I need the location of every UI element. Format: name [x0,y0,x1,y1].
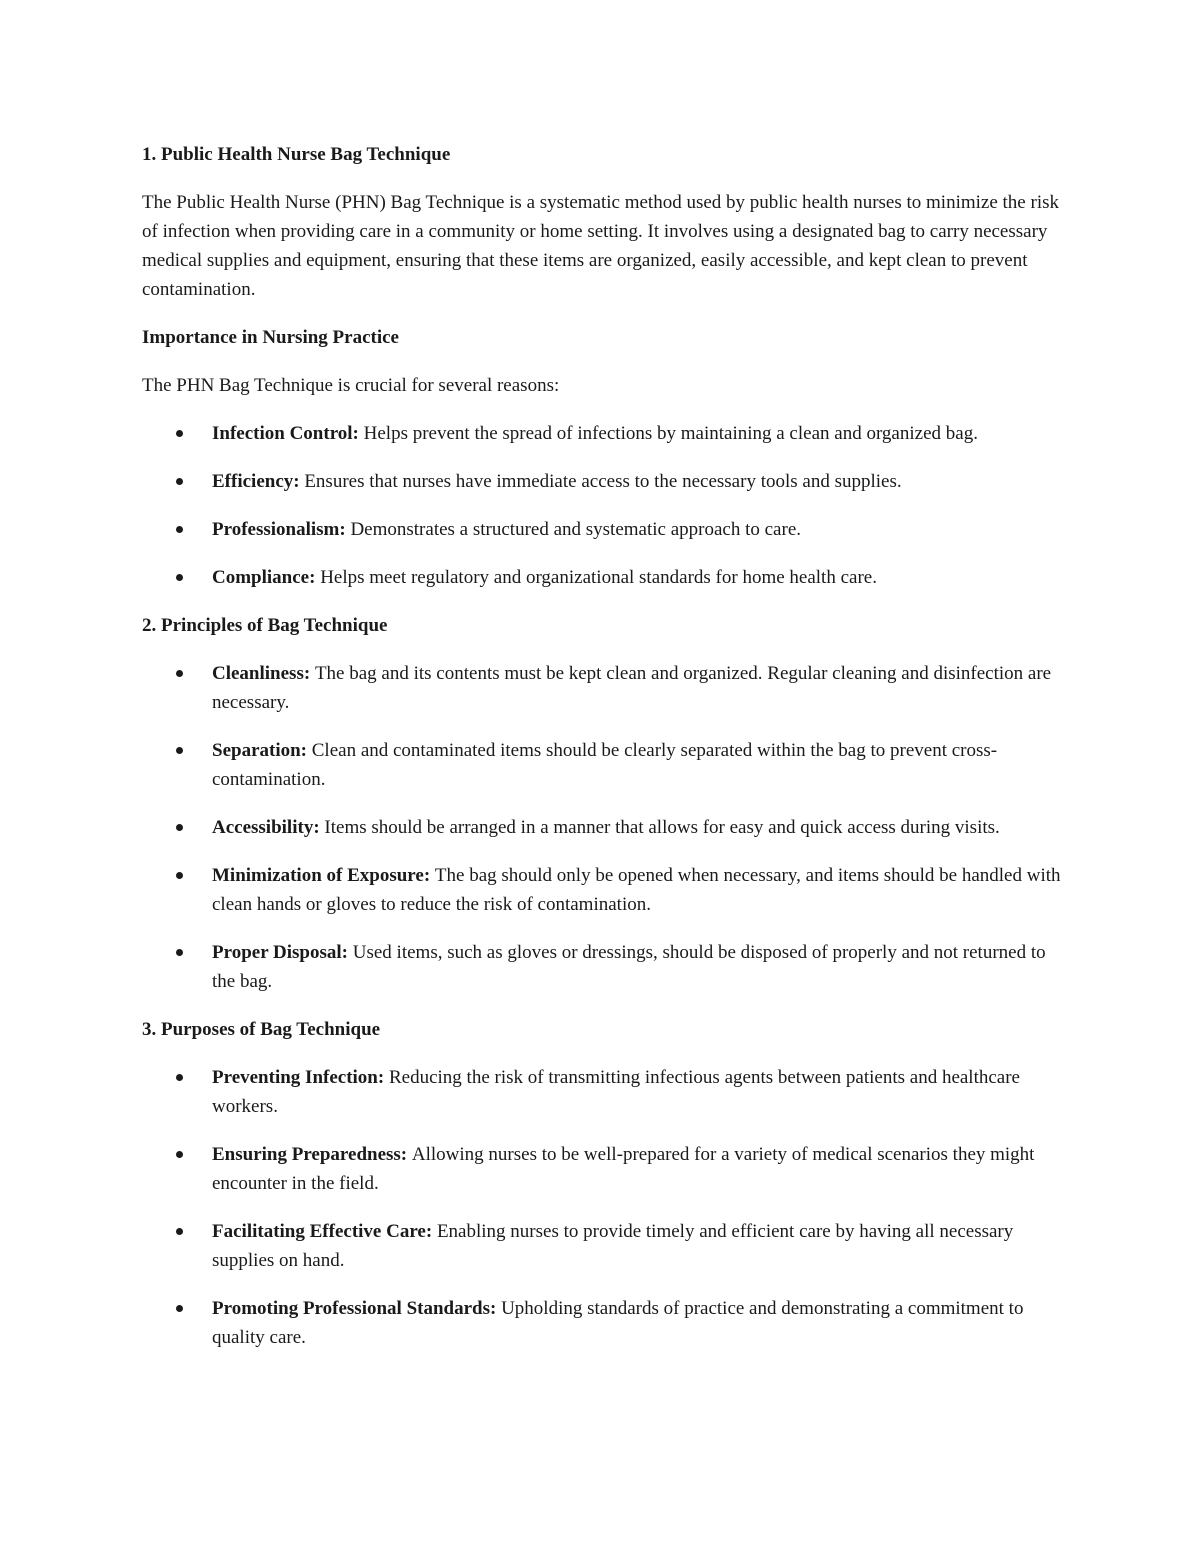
bullet-icon [176,526,183,533]
item-term: Efficiency: [212,471,305,492]
list-item [142,736,1062,794]
list-item [142,419,1062,448]
list-item [142,813,1062,842]
bullet-icon [176,747,183,754]
item-text: The bag should only be opened when necessary, and items should be handled with clean hands or gloves to reduce the risk of contamination. [212,865,1061,915]
bullet-icon [176,1305,183,1312]
item-text: Items should be arranged in a manner that allows for easy and quick access during visits. [324,817,1000,838]
item-text: Demonstrates a structured and systematic approach to care. [350,519,801,540]
item-term: Ensuring Preparedness: [212,1144,412,1165]
item-text: Clean and contaminated items should be clearly separated within the bag to prevent cross-contamination. [212,740,998,790]
bullet-icon [176,478,183,485]
bullet-icon [176,670,183,677]
item-term: Proper Disposal: [212,942,353,963]
list-item [142,1217,1062,1275]
bullet-icon [176,872,183,879]
principles-list [142,659,1062,996]
importance-list [142,419,1062,592]
item-text: Used items, such as gloves or dressings, should be disposed of properly and not returned to the bag. [212,942,1046,992]
item-term: Compliance: [212,567,321,588]
importance-subheading: Importance in Nursing Practice [142,327,399,348]
item-text: Upholding standards of practice and demonstrating a commitment to quality care. [212,1298,1024,1348]
item-term: Cleanliness: [212,663,315,684]
item-term: Facilitating Effective Care: [212,1221,437,1242]
section-2-heading: 2. Principles of Bag Technique [142,615,388,636]
item-text: Ensures that nurses have immediate access to the necessary tools and supplies. [304,471,902,492]
item-text: Allowing nurses to be well-prepared for a variety of medical scenarios they might encounter in the field. [212,1144,1035,1194]
bullet-icon [176,574,183,581]
bullet-icon [176,824,183,831]
section-3-heading: 3. Purposes of Bag Technique [142,1019,381,1040]
list-item [142,861,1062,919]
item-term: Accessibility: [212,817,325,838]
list-item [142,563,1062,592]
document-page [142,140,1062,1371]
item-term: Minimization of Exposure: [212,865,435,886]
bullet-icon [176,430,183,437]
section-1-intro: The Public Health Nurse (PHN) Bag Technique is a systematic method used by public health nurses to minimize the risk of infection when providing care in a community or home setting. It involves using a designated bag to carry necessary medical supplies and equipment, ensuring that these items are organized, easily accessible, and kept clean to prevent contamination. [142,192,1059,300]
list-item [142,938,1062,996]
item-term: Preventing Infection: [212,1067,389,1088]
list-item [142,659,1062,717]
item-term: Infection Control: [212,423,364,444]
bullet-icon [176,1074,183,1081]
importance-lead: The PHN Bag Technique is crucial for several reasons: [142,375,560,396]
section-1-heading: 1. Public Health Nurse Bag Technique [142,144,451,165]
item-text: Helps prevent the spread of infections by maintaining a clean and organized bag. [363,423,978,444]
item-text: Reducing the risk of transmitting infectious agents between patients and healthcare workers. [212,1067,1020,1117]
list-item [142,515,1062,544]
purposes-list [142,1063,1062,1352]
item-term: Promoting Professional Standards: [212,1298,502,1319]
item-text: Helps meet regulatory and organizational standards for home health care. [320,567,877,588]
list-item [142,1294,1062,1352]
item-text: The bag and its contents must be kept clean and organized. Regular cleaning and disinfection are necessary. [212,663,1052,713]
item-term: Separation: [212,740,312,761]
item-term: Professionalism: [212,519,351,540]
bullet-icon [176,1228,183,1235]
list-item [142,1140,1062,1198]
bullet-icon [176,949,183,956]
list-item [142,1063,1062,1121]
list-item [142,467,1062,496]
item-text: Enabling nurses to provide timely and efficient care by having all necessary supplies on hand. [212,1221,1014,1271]
bullet-icon [176,1151,183,1158]
